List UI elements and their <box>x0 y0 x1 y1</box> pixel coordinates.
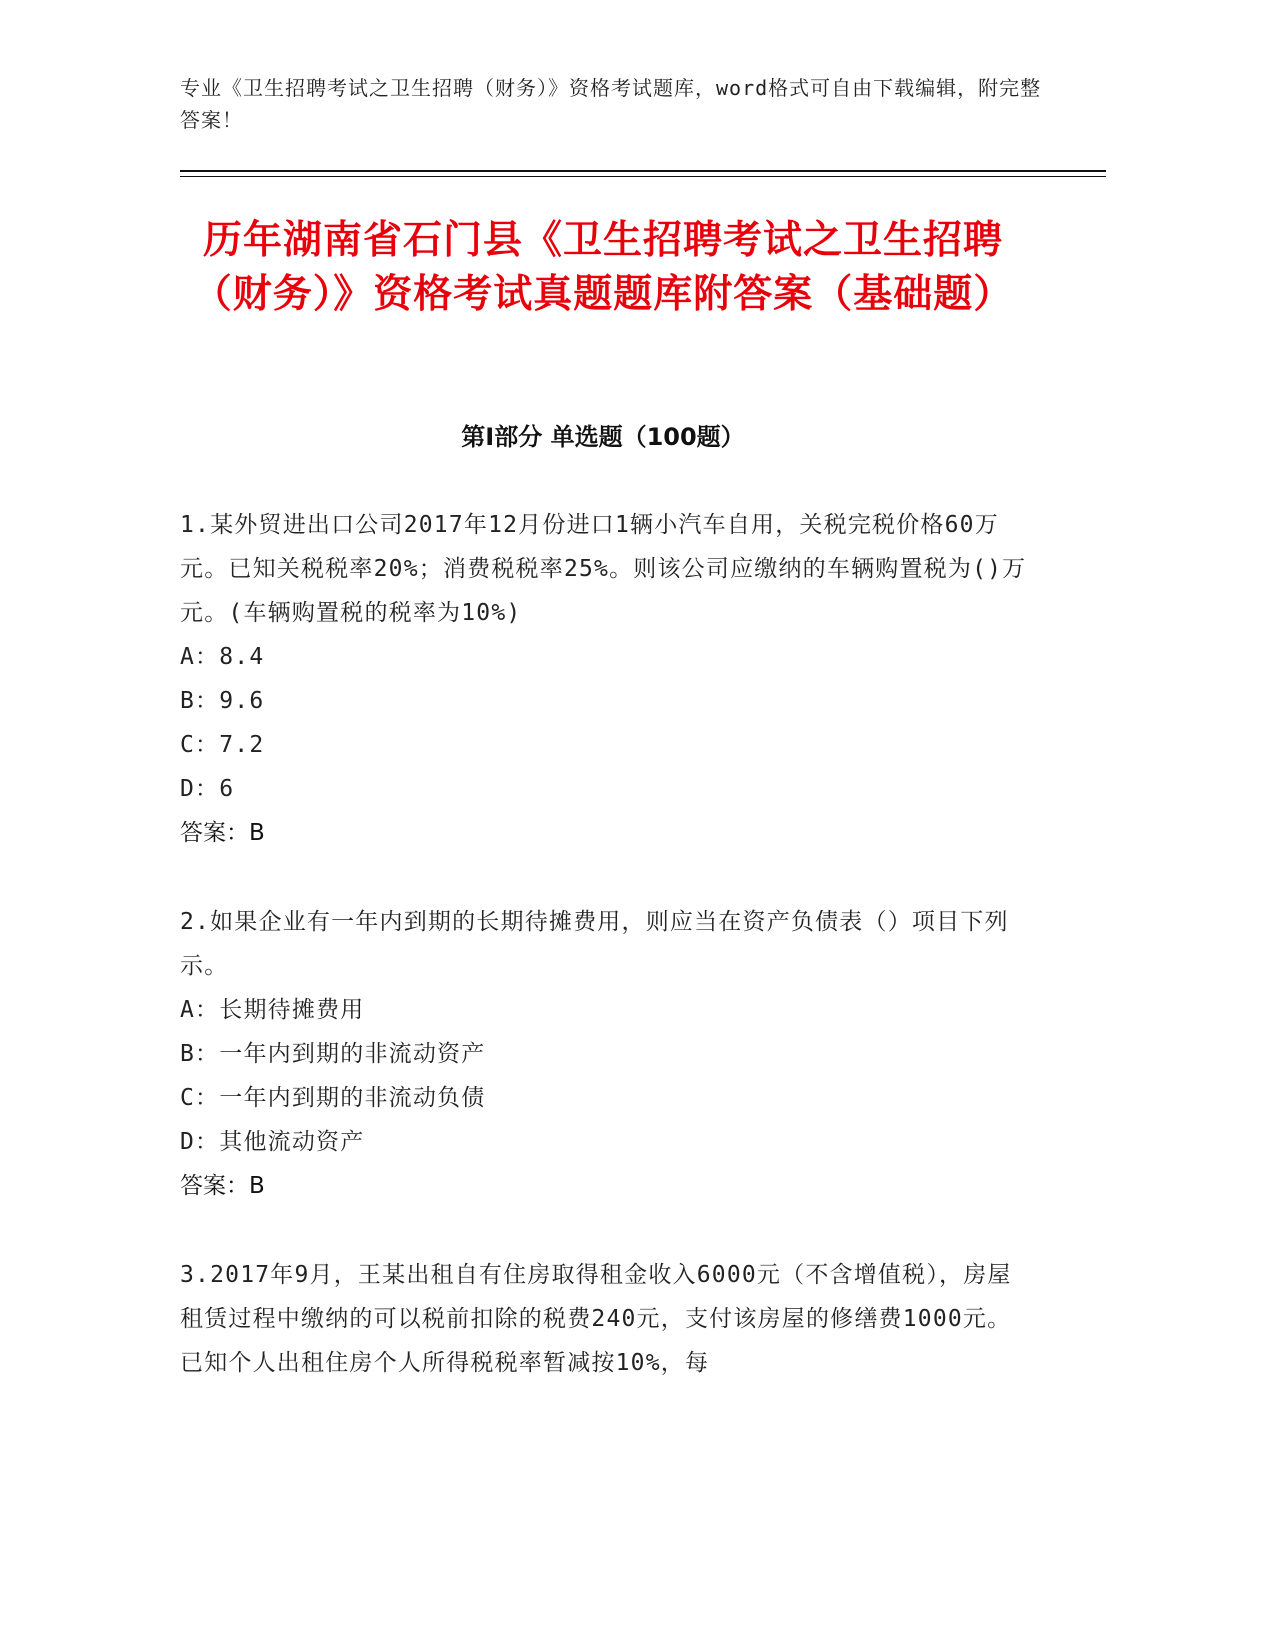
option-a: A：8.4 <box>180 644 265 670</box>
option-b: B：一年内到期的非流动资产 <box>180 1041 486 1067</box>
option-d: D：6 <box>180 776 235 802</box>
option-c: C：7.2 <box>180 732 265 758</box>
question-list <box>180 503 1040 1430</box>
option-d: D：其他流动资产 <box>180 1129 365 1155</box>
question-1 <box>180 503 1040 855</box>
option-c: C：一年内到期的非流动负债 <box>180 1085 486 1111</box>
section-title: 第Ⅰ部分 单选题（100题） <box>461 423 745 451</box>
answer: 答案：B <box>180 1173 265 1199</box>
question-3 <box>180 1253 1040 1385</box>
header-divider-thick <box>180 170 1106 172</box>
option-a: A：长期待摊费用 <box>180 997 365 1023</box>
question-stem: 1.某外贸进出口公司2017年12月份进口1辆小汽车自用，关税完税价格60万元。已知关税税率20%；消费税税率25%。则该公司应缴纳的车辆购置税为()万元。(车辆购置税的税率为10%) <box>180 512 1027 626</box>
answer: 答案：B <box>180 820 265 846</box>
header-divider-thin <box>180 176 1106 177</box>
question-stem: 3.2017年9月，王某出租自有住房取得租金收入6000元（不含增值税），房屋租赁过程中缴纳的可以税前扣除的税费240元，支付该房屋的修缮费1000元。已知个人出租住房个人所得税税率暂减按10%，每 <box>180 1262 1012 1376</box>
question-stem: 2.如果企业有一年内到期的长期待摊费用，则应当在资产负债表（）项目下列示。 <box>180 909 1009 979</box>
option-b: B：9.6 <box>180 688 265 714</box>
document-title: 历年湖南省石门县《卫生招聘考试之卫生招聘（财务）》资格考试真题题库附答案（基础题） <box>192 218 1014 317</box>
question-2 <box>180 900 1040 1208</box>
header-note: 专业《卫生招聘考试之卫生招聘（财务）》资格考试题库，word格式可自由下载编辑，附完整答案！ <box>180 76 1042 132</box>
